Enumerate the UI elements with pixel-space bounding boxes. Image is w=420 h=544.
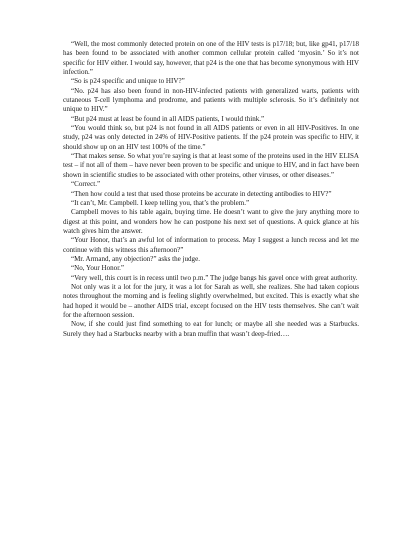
paragraph: Not only was it a lot for the jury, it was a lot for Sarah as well, she realizes. She had taken copious notes throughout the morning and is feeling slightly overwhelmed, but excited. This is exactly what she had hoped it would be – another AIDS trial, except focused on the HIV tests themselves. She can’t wait for the afternoon session. — [63, 282, 359, 319]
document-page — [63, 40, 359, 339]
paragraph: “Mr. Armand, any objection?” asks the judge. — [71, 254, 200, 263]
paragraph: “Well, the most commonly detected protein on one of the HIV tests is p17/18; but, like gp41, p17/18 has been found to be associated with another common cellular protein called ‘myosin.’ So it’s not specific for HIV either. I would say, however, that p24 is the one that has become synonymous with HIV infection.” — [63, 40, 359, 77]
paragraph: “No. p24 has also been found in non-HIV-infected patients with generalized warts, patients with cutaneous T-cell lymphoma and prodrome, and patients with multiple sclerosis. So it’s definitely not unique to HIV.” — [63, 86, 359, 114]
paragraph: “But p24 must at least be found in all AIDS patients, I would think.” — [71, 114, 265, 123]
paragraph: “Very well, this court is in recess until two p.m.” The judge bangs his gavel once with great authority. — [71, 273, 358, 282]
paragraph: “It can’t, Mr. Campbell. I keep telling you, that’s the problem.” — [71, 198, 250, 207]
paragraph: Now, if she could just find something to eat for lunch; or maybe all she needed was a Starbucks. Surely they had a Starbucks nearby with a bran muffin that wasn’t deep-fried…. — [63, 320, 359, 338]
paragraph: “Correct.” — [71, 180, 101, 189]
paragraph: “So is p24 specific and unique to HIV?” — [71, 77, 185, 86]
paragraph: “That makes sense. So what you’re saying is that at least some of the proteins used in the HIV ELISA test – if not all of them – have never been proven to be specific and unique to HIV, and in fact have been shown in scientific studies to be associated with other proteins, other viruses, or other diseases.” — [63, 152, 359, 179]
paragraph: “No, Your Honor.” — [71, 264, 125, 273]
paragraph: “Your Honor, that’s an awful lot of information to process. May I suggest a lunch recess and let me continue with this witness this afternoon?” — [63, 236, 359, 254]
paragraph: Campbell moves to his table again, buying time. He doesn’t want to give the jury anything more to digest at this point, and wonders how he can postpone his next set of questions. A quick glance at his watch gives him the answer. — [63, 208, 359, 235]
paragraph: “You would think so, but p24 is not found in all AIDS patients or even in all HIV-Positives. In one study, p24 was only detected in 24% of HIV-Positive patients. If the p24 protein was specific to HIV, it should show up on an HIV test 100% of the time.” — [63, 124, 359, 151]
paragraph: “Then how could a test that used those proteins be accurate in detecting antibodies to HIV?” — [71, 189, 332, 198]
